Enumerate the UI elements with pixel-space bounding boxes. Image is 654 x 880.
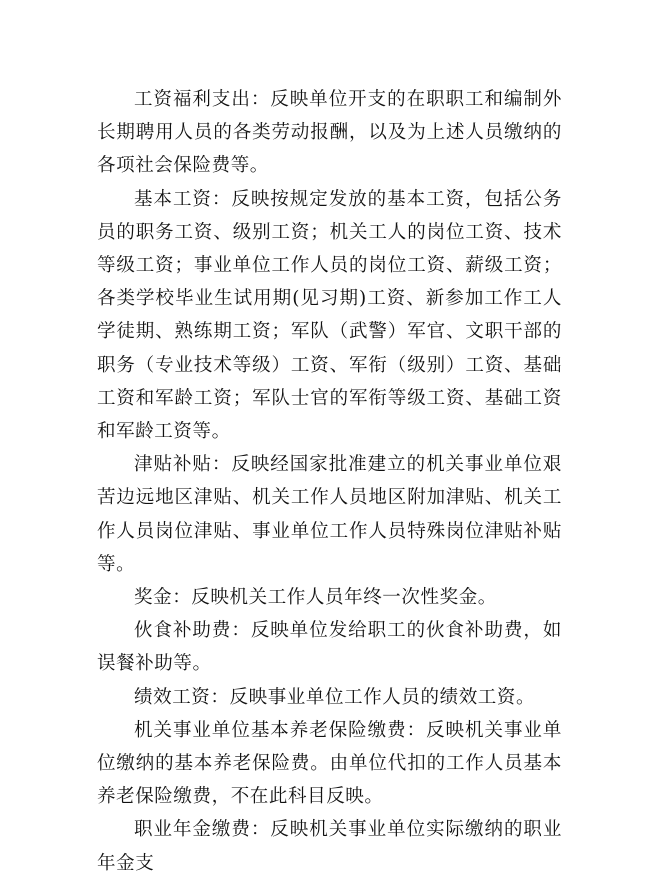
paragraph-bonus: 奖金：反映机关工作人员年终一次性奖金。: [134, 587, 497, 609]
paragraph-performance-pay: 绩效工资：反映事业单位工作人员的绩效工资。: [134, 686, 536, 708]
document-body: [97, 83, 562, 880]
paragraph-wage-welfare: 工资福利支出：反映单位开支的在职职工和编制外长期聘用人员的各类劳动报酬，以及为上述人员缴纳的各项社会保险费等。: [97, 89, 562, 177]
paragraph-basic-salary: 基本工资：反映按规定发放的基本工资，包括公务员的职务工资、级别工资；机关工人的岗位工资、技术等级工资；事业单位工作人员的岗位工资、薪级工资；各类学校毕业生试用期(见习期)工资、新参加工作工人学徒期、熟练期工资；军队（武警）军官、文职干部的职务（专业技术等级）工资、军衔（级别）工资、基础工资和军龄工资；军队士官的军衔等级工资、基础工资和军龄工资等。: [97, 188, 562, 443]
paragraph-pension-insurance: 机关事业单位基本养老保险缴费：反映机关事业单位缴纳的基本养老保险费。由单位代扣的工作人员基本养老保险缴费，不在此科目反映。: [97, 719, 562, 808]
paragraph-occupational-annuity: 职业年金缴费：反映机关事业单位实际缴纳的职业年金支: [97, 819, 562, 874]
paragraph-allowances: 津贴补贴：反映经国家批准建立的机关事业单位艰苦边远地区津贴、机关工作人员地区附加津贴、机关工作人员岗位津贴、事业单位工作人员特殊岗位津贴补贴等。: [97, 454, 562, 575]
paragraph-meal-subsidy: 伙食补助费：反映单位发给职工的伙食补助费，如误餐补助等。: [97, 620, 562, 675]
